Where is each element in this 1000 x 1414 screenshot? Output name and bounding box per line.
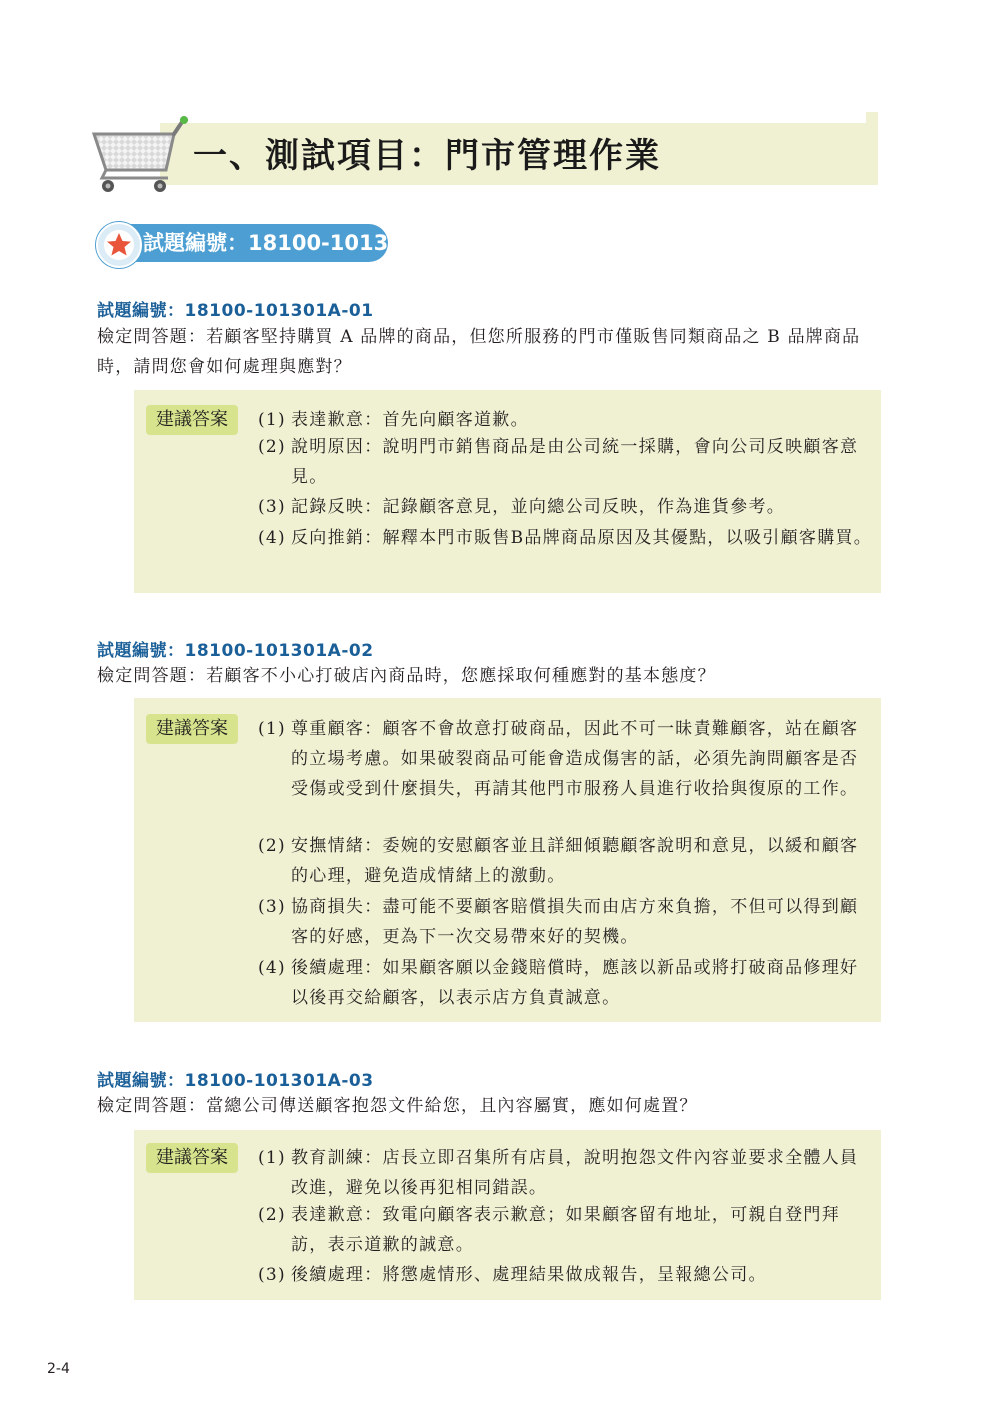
- answer-text: 反向推銷：解釋本門市販售B品牌商品原因及其優點，以吸引顧客購買。: [291, 528, 873, 548]
- answer-item: [258, 405, 876, 435]
- answer-text: 尊重顧客：顧客不會故意打破商品，因此不可一昧責難顧客，站在顧客的立場考慮。如果破裂商品可能會造成傷害的話，必須先詢問顧客是否受傷或受到什麼損失，再請其他門市服務人員進行收拾與復原的工作。: [291, 719, 859, 799]
- answer-number: (3): [258, 497, 286, 517]
- answer-text: 教育訓練：店長立即召集所有店員，說明抱怨文件內容並要求全體人員改進，避免以後再犯相同錯誤。: [291, 1148, 859, 1198]
- star-icon: [98, 224, 140, 266]
- answer-label: 建議答案: [146, 714, 238, 744]
- answer-item: [258, 892, 876, 952]
- question-id: 試題編號：18100-101301A-01: [97, 301, 374, 321]
- answer-number: (2): [258, 437, 286, 457]
- question-text: 檢定問答題：當總公司傳送顧客抱怨文件給您，且內容屬實，應如何處置？: [97, 1096, 698, 1116]
- question-id: 試題編號：18100-101301A-03: [97, 1071, 374, 1091]
- answer-text: 後續處理：將懲處情形、處理結果做成報告，呈報總公司。: [291, 1265, 767, 1285]
- answer-item: [258, 432, 876, 492]
- answer-number: (4): [258, 958, 286, 978]
- answer-number: (1): [258, 1148, 286, 1168]
- answer-number: (3): [258, 897, 286, 917]
- answer-text: 記錄反映：記錄顧客意見，並向總公司反映，作為進貨參考。: [291, 497, 786, 517]
- answer-text: 說明原因：說明門市銷售商品是由公司統一採購，會向公司反映顧客意見。: [291, 437, 859, 487]
- section-label: 試題編號：18100-101301A: [143, 231, 434, 255]
- question-id: 試題編號：18100-101301A-02: [97, 641, 374, 661]
- question-text: 檢定問答題：若顧客不小心打破店內商品時，您應採取何種應對的基本態度？: [97, 666, 716, 686]
- answer-number: (1): [258, 410, 286, 430]
- answer-number: (2): [258, 1205, 286, 1225]
- answer-text: 後續處理：如果顧客願以金錢賠償時，應該以新品或將打破商品修理好以後再交給顧客，以表示店方負責誠意。: [291, 958, 859, 1008]
- answer-number: (2): [258, 836, 286, 856]
- answer-item: [258, 492, 876, 522]
- page-title: 一、測試項目：門市管理作業: [193, 136, 661, 176]
- answer-label: 建議答案: [146, 405, 238, 435]
- answer-number: (1): [258, 719, 286, 739]
- star-badge: [96, 222, 142, 268]
- answer-item: [258, 1260, 876, 1290]
- page-number: 2-4: [47, 1361, 70, 1377]
- answer-item: [258, 1143, 876, 1203]
- question-text: 檢定問答題：若顧客堅持購買 A 品牌的商品，但您所服務的門市僅販售同類商品之 B 品牌商品時，請問您會如何處理與應對？: [97, 327, 861, 377]
- answer-item: [258, 831, 876, 891]
- answer-label: 建議答案: [146, 1143, 238, 1173]
- answer-item: [258, 1200, 876, 1260]
- answer-text: 表達歉意：致電向顧客表示歉意；如果顧客留有地址，可親自登門拜訪，表示道歉的誠意。: [291, 1205, 840, 1255]
- answer-number: (4): [258, 528, 286, 548]
- answer-text: 協商損失：盡可能不要顧客賠償損失而由店方來負擔，不但可以得到顧客的好感，更為下一次交易帶來好的契機。: [291, 897, 859, 947]
- answer-item: [258, 523, 876, 553]
- shopping-cart-icon: [86, 112, 196, 196]
- answer-item: [258, 714, 876, 804]
- answer-number: (3): [258, 1265, 286, 1285]
- answer-text: 表達歉意：首先向顧客道歉。: [291, 410, 529, 430]
- answer-text: 安撫情緒：委婉的安慰顧客並且詳細傾聽顧客說明和意見，以緩和顧客的心理，避免造成情緒上的激動。: [291, 836, 859, 886]
- answer-item: [258, 953, 876, 1013]
